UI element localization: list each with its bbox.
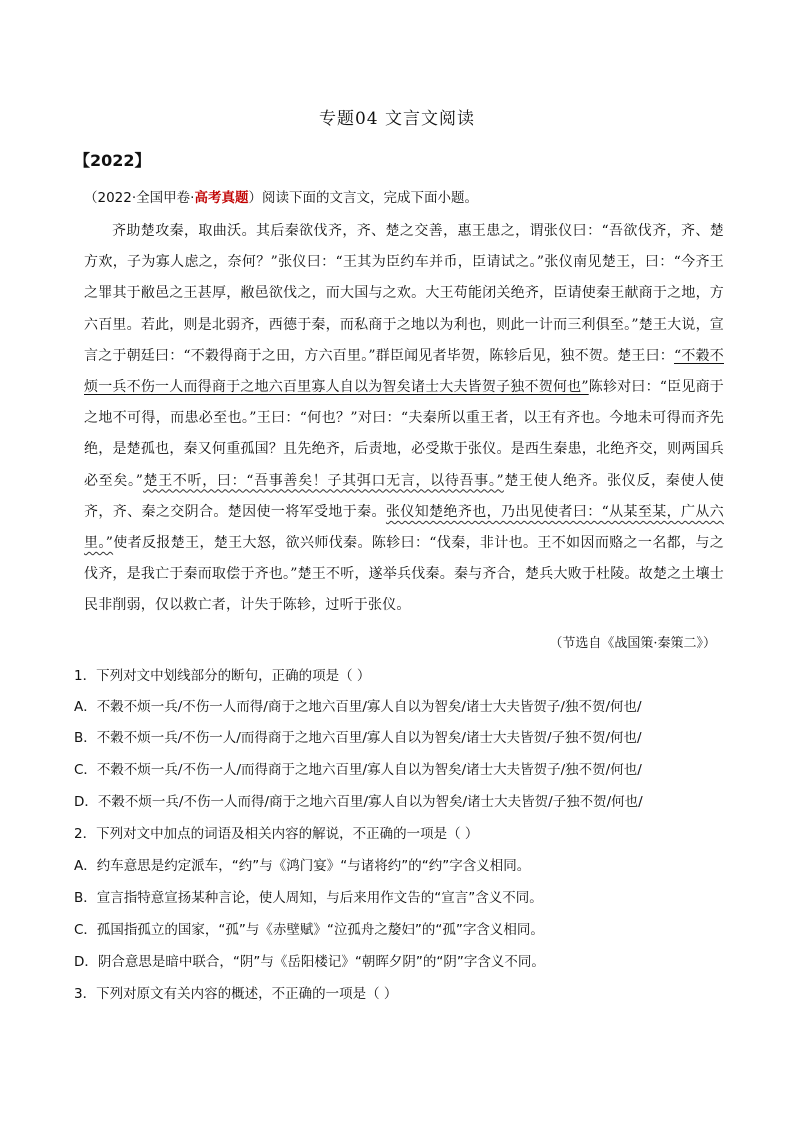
question-3-stem: 3．下列对原文有关内容的概述，不正确的一项是（ ） xyxy=(74,986,398,1002)
wavy-underlined-sentence-1: 楚王不听，曰：“吾事善矣！子其弭口无言，以待吾事。” xyxy=(143,472,504,489)
classical-passage xyxy=(84,216,724,622)
intro-highlight: 高考真题 xyxy=(194,190,249,206)
passage-text-2: 陈轸对曰：“臣见商于之地不可得，而患必至也。”王曰：“何也？”对曰：“夫秦所以重王者，以王有齐也。今地未可得而齐先绝，是楚孤也，秦又何重孤国？且先绝齐，后责地，必受欺于张仪。是西生秦患，北绝齐交，则两国兵必至矣。” xyxy=(84,379,724,489)
intro-prefix: （2022·全国甲卷· xyxy=(84,190,195,206)
question-2-option-c: C．孤国指孤立的国家，“孤”与《赤壁赋》“泣孤舟之嫠妇”的“孤”字含义相同。 xyxy=(74,922,544,938)
page-title: 专题04 文言文阅读 xyxy=(318,109,476,129)
passage-text-4: 使者反报楚王，楚王大怒，欲兴师伐秦。陈轸曰：“伐秦，非计也。王不如因而赂之一名都，与之伐齐，是我亡于秦而取偿于齐也。”楚王不听，遂举兵伐秦。秦与齐合，楚兵大败于杜陵。故楚之土壤士民非削弱，仅以救亡者，计失于陈轸，过听于张仪。 xyxy=(84,535,724,614)
wavy-underlined-sentence-2: 张仪知楚绝齐也，乃出见使者曰：“从某至某，广从六里。” xyxy=(84,503,724,552)
question-2-stem: 2．下列对文中加点的词语及相关内容的解说，不正确的一项是（ ） xyxy=(74,826,479,842)
question-2-option-b: B．宣言指特意宣扬某种言论，使人周知，与后来用作文告的“宣言”含义不同。 xyxy=(74,890,543,906)
intro-suffix: ）阅读下面的文言文，完成下面小题。 xyxy=(248,190,478,206)
passage-text-3: 楚王使人绝齐。张仪反，秦使人使齐，齐、秦之交阴合。楚因使一将军受地于秦。 xyxy=(84,472,724,520)
passage-paragraph xyxy=(84,216,724,622)
question-intro xyxy=(84,186,478,206)
question-1-option-a: A．不穀不烦一兵/不伤一人而得/商于之地六百里/寡人自以为智矣/诸士大夫皆贺子/独不贺/何也/ xyxy=(74,699,642,715)
question-2-option-a: A．约车意思是约定派车，“约”与《鸿门宴》“与诸将约”的“约”字含义相同。 xyxy=(74,858,531,874)
question-1-option-d: D．不穀不烦一兵/不伤一人而得/商于之地六百里/寡人自以为智矣/诸士大夫皆贺/子独不贺/何也/ xyxy=(74,794,643,810)
question-1-option-c: C．不穀不烦一兵/不伤一人/而得商于之地六百里/寡人自以为智矣/诸士大夫皆贺子/独不贺/何也/ xyxy=(74,762,642,778)
question-2-option-d: D．阴合意思是暗中联合，“阴”与《岳阳楼记》“朝晖夕阴”的“阴”字含义不同。 xyxy=(74,954,545,970)
passage-source: （节选自《战国策·秦策二》） xyxy=(549,636,716,651)
question-1-option-b: B．不穀不烦一兵/不伤一人/而得商于之地六百里/寡人自以为智矣/诸士大夫皆贺/子独不贺/何也/ xyxy=(74,730,642,746)
question-1-stem: 1．下列对文中划线部分的断句，正确的项是（ ） xyxy=(74,668,371,684)
underlined-sentence: “不穀不烦一兵不伤一人而得商于之地六百里寡人自以为智矣诸士大夫皆贺子独不贺何也” xyxy=(84,347,724,396)
passage-text-1: 齐助楚攻秦，取曲沃。其后秦欲伐齐，齐、楚之交善，惠王患之，谓张仪曰：“吾欲伐齐，齐、楚方欢，子为寡人虑之，奈何？”张仪曰：“王其为臣约车并币，臣请试之。”张仪南见楚王，曰：“今齐王之罪其于敝邑之王甚厚，敝邑欲伐之，而大国与之欢。大王苟能闭关绝齐，臣请使秦王献商于之地，方六百里。若此，则是北弱齐，西德于秦，而私商于之地以为利也，则此一计而三利俱至。”楚王大说，宣言之于朝廷曰：“不穀得商于之田，方六百里。”群臣闻见者毕贺，陈轸后见，独不贺。楚王曰： xyxy=(84,223,724,364)
year-heading: 【2022】 xyxy=(74,151,151,170)
